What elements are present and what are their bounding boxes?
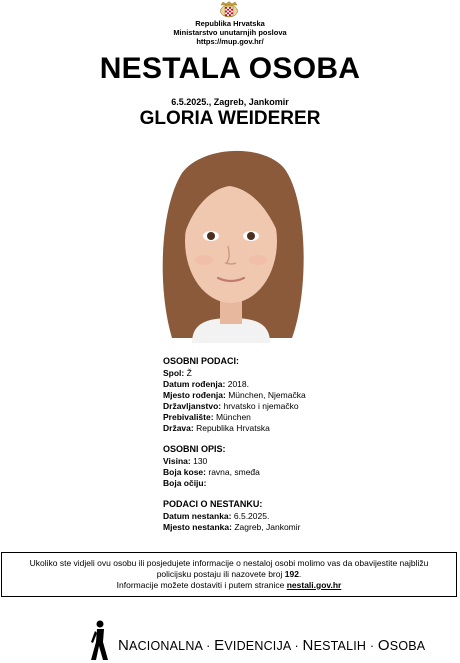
- personal-row: Datum rođenja: 2018.: [163, 379, 249, 389]
- personal-row: Državljanstvo: hrvatsko i njemačko: [163, 401, 299, 411]
- personal-row: Država: Republika Hrvatska: [163, 423, 270, 433]
- site-link[interactable]: nestali.gov.hr: [286, 580, 342, 590]
- personal-row: Spol: Ž: [163, 368, 192, 378]
- page-title: NESTALA OSOBA: [99, 52, 361, 85]
- description-row: Boja kose: ravna, smeđa: [163, 467, 260, 477]
- neno-logo-icon: [90, 620, 112, 662]
- header-line-3: https://mup.gov.hr/: [196, 37, 264, 46]
- description-heading: OSOBNI OPIS:: [163, 444, 226, 454]
- info-block: [163, 356, 443, 533]
- personal-heading: OSOBNI PODACI:: [163, 356, 240, 366]
- header-line-1: Republika Hrvatska: [195, 19, 265, 28]
- personal-row: Mjesto rođenja: München, Njemačka: [163, 390, 306, 400]
- notice-box: [1, 552, 457, 597]
- date-place: 6.5.2025., Zagreb, Jankomir: [171, 97, 289, 107]
- person-name: GLORIA WEIDERER: [139, 108, 321, 129]
- disappearance-row: Datum nestanka: 6.5.2025.: [163, 511, 270, 521]
- coat-of-arms-icon: [219, 1, 239, 18]
- phone-number: 192: [284, 569, 299, 579]
- header-line-2: Ministarstvo unutarnjih poslova: [173, 28, 287, 37]
- disappearance-row: Mjesto nestanka: Zagreb, Jankomir: [163, 522, 301, 532]
- description-row: Boja očiju:: [163, 478, 207, 488]
- person-photo: [152, 138, 310, 343]
- notice-line-2: policijsku postaju ili nazovete broj 192.: [156, 569, 302, 579]
- notice-line-3: Informacije možete dostaviti i putem stranice nestali.gov.hr: [116, 580, 342, 590]
- personal-row: Prebivalište: München: [163, 412, 251, 422]
- neno-title: NACIONALNA · EVIDENCIJA · NESTALIH · OSOBA: [118, 637, 426, 654]
- disappearance-heading: PODACI O NESTANKU:: [163, 499, 263, 509]
- description-row: Visina: 130: [163, 456, 208, 466]
- notice-line-1: Ukoliko ste vidjeli ovu osobu ili posjedujete informacije o nestaloj osobi molimo vas da obavijestite najbližu: [29, 558, 429, 568]
